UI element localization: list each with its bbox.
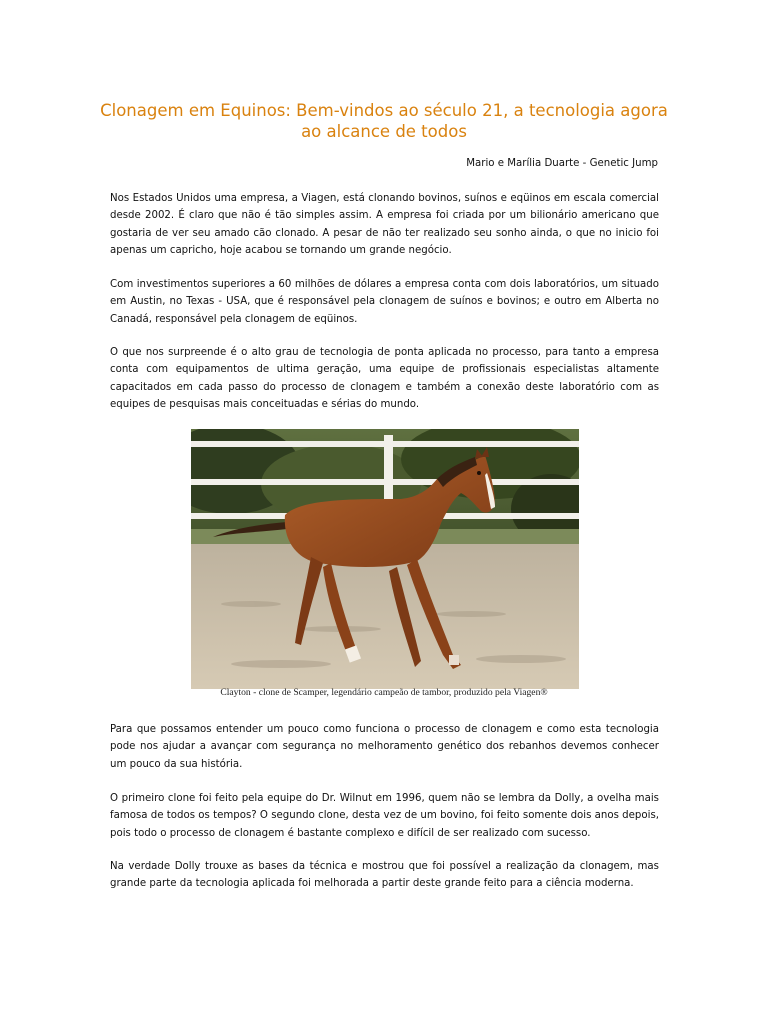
photo-caption: Clayton - clone de Scamper, legendário campeão de tambor, produzido pela Viagen® bbox=[220, 687, 548, 698]
horse-photo bbox=[191, 429, 579, 689]
article-byline: Mario e Marília Duarte - Genetic Jump bbox=[466, 158, 658, 169]
paragraph-2: Com investimentos superiores a 60 milhões de dólares a empresa conta com dois laboratórios, um situado em Austin, no Texas - USA, que é responsável pela clonagem de suínos e bovinos; e outro em Alberta no Canadá, responsável pela clonagem de eqüinos. bbox=[110, 279, 659, 325]
paragraph-4: Para que possamos entender um pouco como funciona o processo de clonagem e como esta tecnologia pode nos ajudar a avançar com segurança no melhoramento genético dos rebanhos devemos conhecer um pouco da sua história. bbox=[110, 724, 659, 770]
paragraph-5: O primeiro clone foi feito pela equipe do Dr. Wilnut em 1996, quem não se lembra da Dolly, a ovelha mais famosa de todos os tempos? O segundo clone, desta vez de um bovino, foi feito somente dois anos depois, pois todo o processo de clonagem é bastante complexo e difícil de ser realizado com sucesso. bbox=[110, 793, 659, 839]
paragraph-6: Na verdade Dolly trouxe as bases da técnica e mostrou que foi possível a realização da clonagem, mas grande parte da tecnologia aplicada foi melhorada a partir deste grande feito para a ciência moderna. bbox=[110, 861, 659, 890]
article-title: Clonagem em Equinos: Bem-vindos ao século 21, a tecnologia agora ao alcance de todos bbox=[100, 101, 668, 141]
paragraph-3: O que nos surpreende é o alto grau de tecnologia de ponta aplicada no processo, para tanto a empresa conta com equipamentos de ultima geração, uma equipe de profissionais especialistas altamente capacitados em cada passo do processo de clonagem e também a conexão deste laboratório com as equipes de pesquisas mais conceituadas e sérias do mundo. bbox=[110, 347, 659, 411]
paragraph-1: Nos Estados Unidos uma empresa, a Viagen, está clonando bovinos, suínos e eqüinos em escala comercial desde 2002. É claro que não é tão simples assim. A empresa foi criada por um bilionário americano que gostaria de ver seu amado cão clonado. A pesar de não ter realizado seu sonho ainda, o que no inicio foi apenas um capricho, hoje acabou se tornando um grande negócio. bbox=[110, 193, 659, 257]
